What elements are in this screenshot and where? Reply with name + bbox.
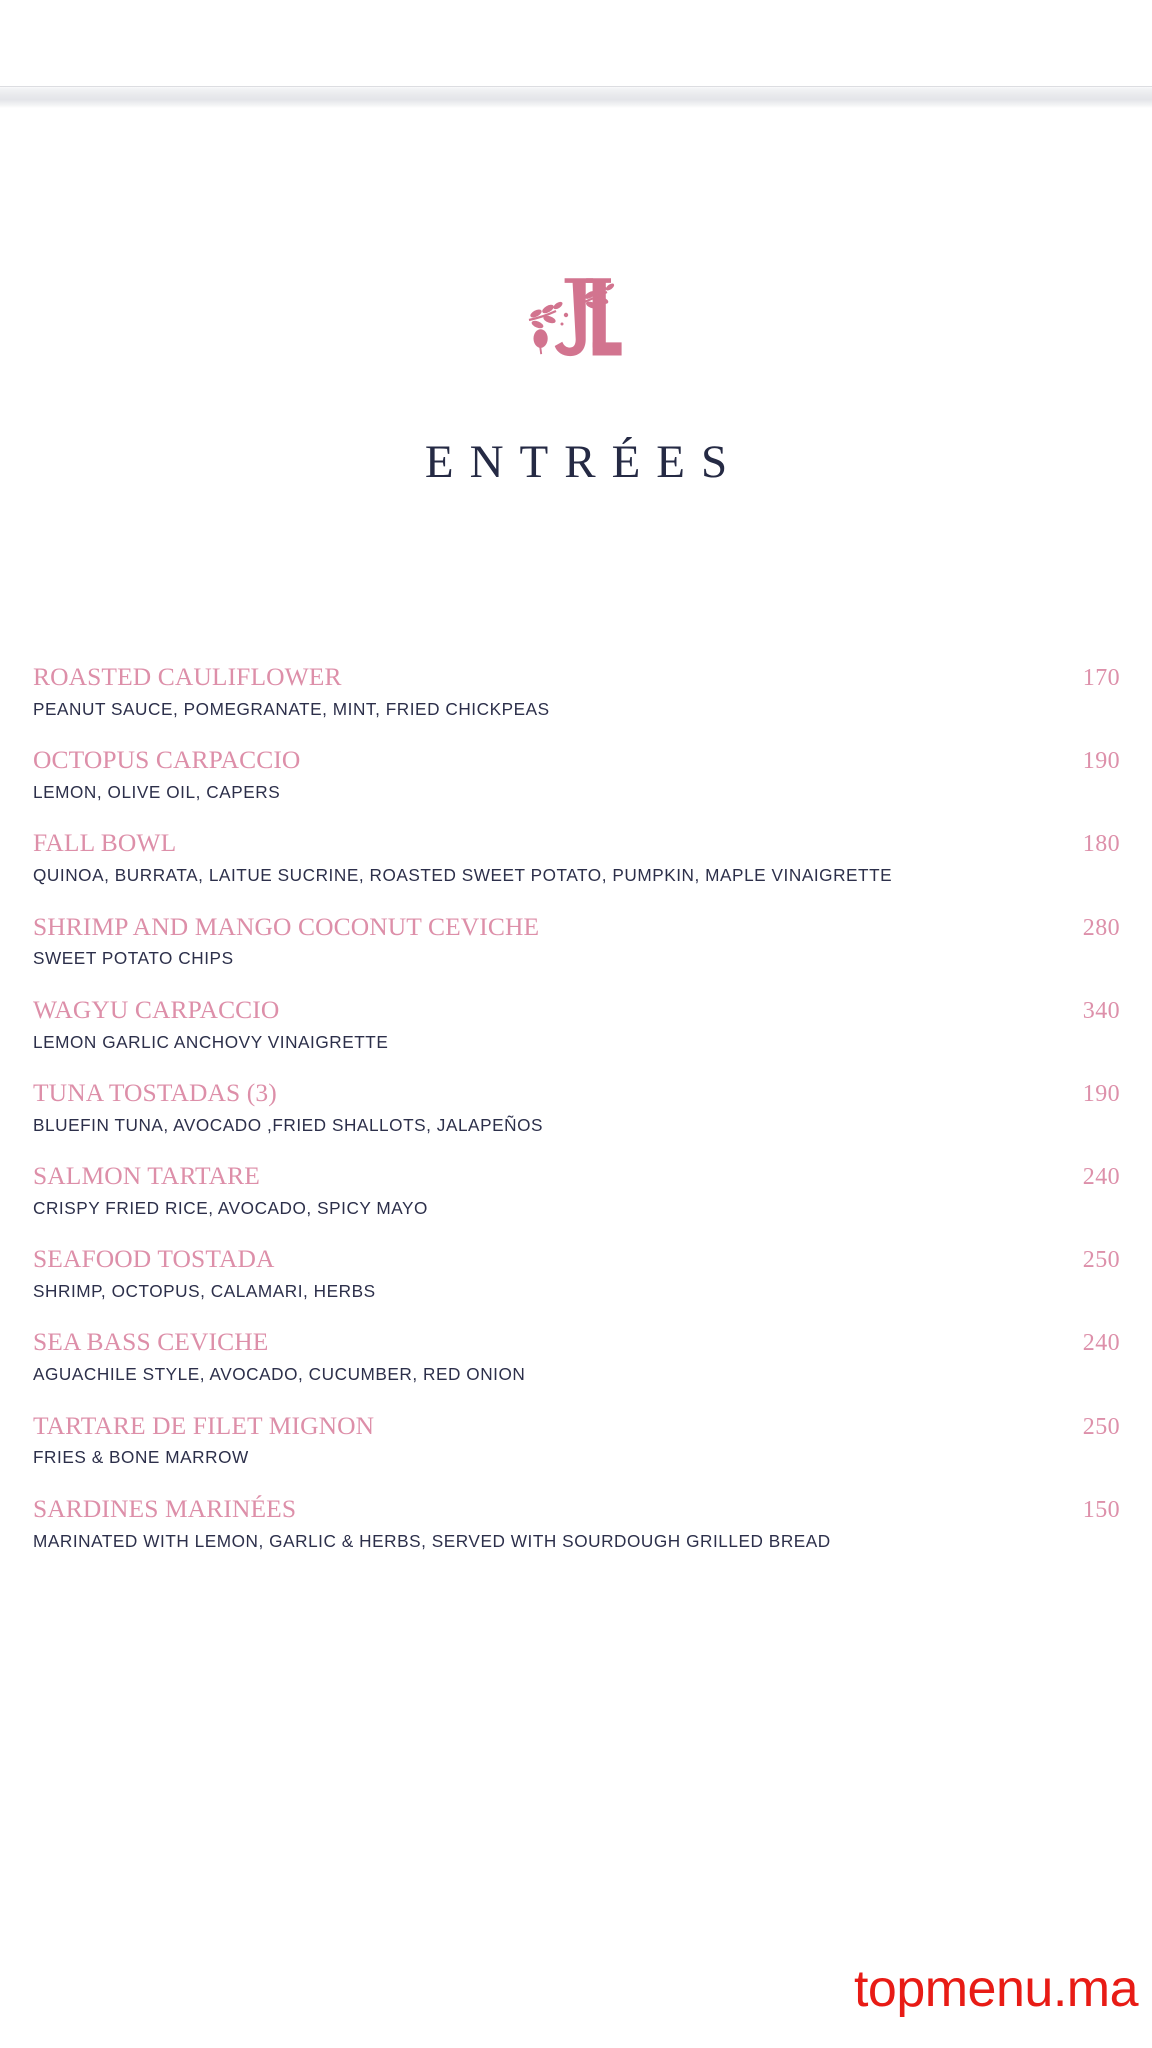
menu-item-price: 190 bbox=[1082, 748, 1120, 775]
menu-item-headline bbox=[33, 1245, 1120, 1274]
menu-page bbox=[0, 108, 1152, 2048]
menu-item-description: LEMON, OLIVE OIL, CAPERS bbox=[33, 782, 281, 803]
menu-item-description: SHRIMP, OCTOPUS, CALAMARI, HERBS bbox=[33, 1281, 376, 1302]
menu-item bbox=[33, 1412, 1120, 1468]
menu-item-headline bbox=[33, 829, 1120, 858]
menu-item-headline bbox=[33, 1162, 1120, 1191]
menu-item-name: TUNA TOSTADAS (3) bbox=[33, 1077, 277, 1107]
logo-block bbox=[0, 108, 1152, 377]
menu-item-name: SEA BASS CEVICHE bbox=[33, 1327, 269, 1357]
menu-item bbox=[33, 996, 1120, 1052]
menu-item-name: SEAFOOD TOSTADA bbox=[33, 1244, 275, 1274]
menu-item-description: CRISPY FRIED RICE, AVOCADO, SPICY MAYO bbox=[33, 1197, 428, 1218]
menu-item-headline bbox=[33, 913, 1120, 942]
site-watermark: topmenu.ma bbox=[853, 1960, 1138, 2018]
menu-item bbox=[33, 913, 1120, 969]
menu-item-description: QUINOA, BURRATA, LAITUE SUCRINE, ROASTED SWEET POTATO, PUMPKIN, MAPLE VINAIGRETTE bbox=[33, 865, 893, 886]
menu-item-description: AGUACHILE STYLE, AVOCADO, CUCUMBER, RED ONION bbox=[33, 1364, 526, 1385]
menu-item-headline bbox=[33, 1079, 1120, 1108]
menu-item-name: WAGYU CARPACCIO bbox=[33, 994, 280, 1024]
menu-item-name: SARDINES MARINÉES bbox=[33, 1493, 297, 1523]
menu-item-name: SHRIMP AND MANGO COCONUT CEVICHE bbox=[33, 911, 540, 941]
menu-item-name: ROASTED CAULIFLOWER bbox=[33, 662, 342, 691]
menu-item-price: 180 bbox=[1082, 831, 1120, 858]
menu-item-price: 240 bbox=[1082, 1330, 1120, 1357]
menu-item-name: OCTOPUS CARPACCIO bbox=[33, 745, 301, 775]
menu-item bbox=[33, 829, 1120, 885]
menu-item-price: 280 bbox=[1082, 914, 1120, 941]
menu-item-price: 250 bbox=[1082, 1247, 1120, 1274]
menu-item bbox=[33, 746, 1120, 802]
menu-item bbox=[33, 1245, 1120, 1301]
menu-item-price: 340 bbox=[1082, 997, 1120, 1024]
menu-item bbox=[33, 1162, 1120, 1218]
menu-item-price: 150 bbox=[1082, 1496, 1120, 1523]
menu-item-headline bbox=[33, 746, 1120, 775]
menu-item-description: SWEET POTATO CHIPS bbox=[33, 948, 234, 969]
menu-item-headline bbox=[33, 1328, 1120, 1357]
menu-item-headline bbox=[33, 996, 1120, 1025]
menu-item-description: BLUEFIN TUNA, AVOCADO ,FRIED SHALLOTS, JALAPEÑOS bbox=[33, 1114, 543, 1135]
menu-item-description: LEMON GARLIC ANCHOVY VINAIGRETTE bbox=[33, 1031, 389, 1052]
menu-item-price: 170 bbox=[1082, 665, 1120, 691]
menu-item-headline bbox=[33, 1412, 1120, 1441]
menu-item-headline bbox=[33, 1495, 1120, 1524]
menu-item bbox=[33, 1079, 1120, 1135]
menu-item bbox=[33, 663, 1120, 719]
menu-item bbox=[33, 1328, 1120, 1384]
section-title: ENTRÉES bbox=[424, 436, 744, 488]
menu-item bbox=[33, 1495, 1120, 1551]
menu-items-list bbox=[0, 663, 1152, 1551]
menu-item-headline bbox=[33, 663, 1120, 692]
menu-item-name: TARTARE DE FILET MIGNON bbox=[33, 1410, 375, 1440]
menu-item-name: FALL BOWL bbox=[33, 828, 177, 858]
menu-item-description: PEANUT SAUCE, POMEGRANATE, MINT, FRIED CHICKPEAS bbox=[33, 698, 550, 719]
menu-item-name: SALMON TARTARE bbox=[33, 1161, 260, 1191]
top-divider bbox=[0, 86, 1152, 108]
menu-item-price: 240 bbox=[1082, 1164, 1120, 1191]
jl-monogram-logo-icon bbox=[520, 268, 632, 372]
menu-item-price: 190 bbox=[1082, 1080, 1120, 1107]
menu-item-description: FRIES & BONE MARROW bbox=[33, 1447, 249, 1468]
menu-item-price: 250 bbox=[1082, 1413, 1120, 1440]
menu-item-description: MARINATED WITH LEMON, GARLIC & HERBS, SERVED WITH SOURDOUGH GRILLED BREAD bbox=[33, 1530, 831, 1551]
